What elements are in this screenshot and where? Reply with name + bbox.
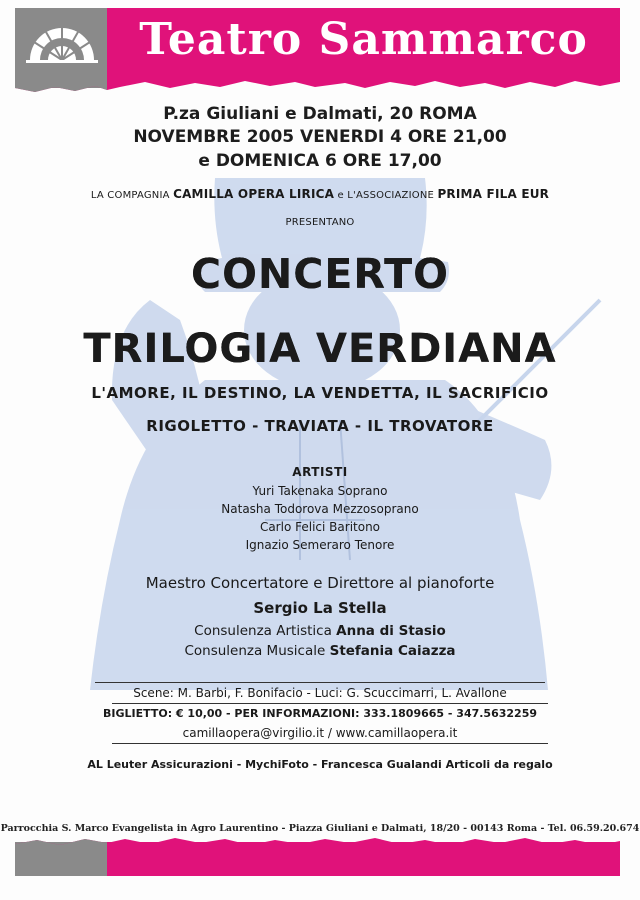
ticket-info: BIGLIETTO: € 10,00 - PER INFORMAZIONI: 333.1809665 - 347.5632259	[102, 707, 538, 720]
event-title-concerto: CONCERTO	[191, 250, 449, 298]
artist-name: Natasha Todorova	[221, 502, 329, 516]
company-name: CAMILLA OPERA LIRICA	[173, 187, 335, 201]
contact-info: camillaopera@virgilio.it / www.camillaopera.it	[182, 726, 458, 740]
presentano-label: PRESENTANO	[285, 217, 355, 228]
artistic-consultancy	[0, 623, 640, 639]
production-credits: Scene: M. Barbi, F. Bonifacio - Luci: G. Scuccimarri, L. Avallone	[133, 686, 507, 700]
artist-row	[0, 538, 640, 552]
artist-row	[0, 520, 640, 534]
artist-role: Tenore	[354, 538, 395, 552]
artist-row	[0, 484, 640, 498]
maestro-name: Sergio La Stella	[253, 599, 387, 617]
divider	[112, 743, 548, 744]
maestro-label: Maestro Concertatore e Direttore al pianoforte	[145, 574, 495, 592]
theatre-fan-logo-icon	[26, 20, 98, 64]
sponsors-line: AL Leuter Assicurazioni - MychiFoto - Francesca Gualandi Articoli da regalo	[87, 758, 553, 771]
parish-address-footer: Parrocchia S. Marco Evangelista in Agro Laurentino - Piazza Giuliani e Dalmati, 18/20 - 00143 Roma - Tel. 06.59.20.674	[0, 823, 640, 834]
dates-line-2: e DOMENICA 6 ORE 17,00	[198, 151, 442, 171]
event-themes: L'AMORE, IL DESTINO, LA VENDETTA, IL SACRIFICIO	[91, 384, 549, 402]
presenters-middle: e L'ASSOCIAZIONE	[337, 190, 435, 201]
musical-name: Stefania Caiazza	[329, 643, 456, 659]
footer-torn-edge	[15, 836, 620, 852]
artist-row	[0, 502, 640, 516]
artist-role: Soprano	[337, 484, 388, 498]
event-title-trilogia: TRILOGIA VERDIANA	[83, 326, 557, 372]
artist-name: Carlo Felici	[259, 520, 326, 534]
artistic-label: Consulenza Artistica	[194, 623, 332, 639]
presenters-prefix: LA COMPAGNIA	[90, 190, 170, 201]
divider	[112, 703, 548, 704]
event-operas: RIGOLETTO - TRAVIATA - IL TROVATORE	[146, 417, 494, 435]
artist-name: Ignazio Semeraro	[245, 538, 351, 552]
musical-label: Consulenza Musicale	[184, 643, 326, 659]
theatre-title: Teatro Sammarco	[139, 14, 588, 65]
presenters-line	[0, 187, 640, 201]
venue-address: P.za Giuliani e Dalmati, 20 ROMA	[163, 104, 477, 124]
artist-role: Mezzosoprano	[332, 502, 419, 516]
artist-role: Baritono	[329, 520, 381, 534]
header-torn-edge	[15, 72, 620, 94]
artists-heading: ARTISTI	[292, 465, 348, 479]
musical-consultancy	[0, 643, 640, 659]
association-name: PRIMA FILA EUR	[437, 187, 550, 201]
artist-name: Yuri Takenaka	[252, 484, 334, 498]
divider	[95, 682, 545, 683]
dates-line-1: NOVEMBRE 2005 VENERDI 4 ORE 21,00	[133, 127, 507, 147]
artistic-name: Anna di Stasio	[336, 623, 446, 639]
